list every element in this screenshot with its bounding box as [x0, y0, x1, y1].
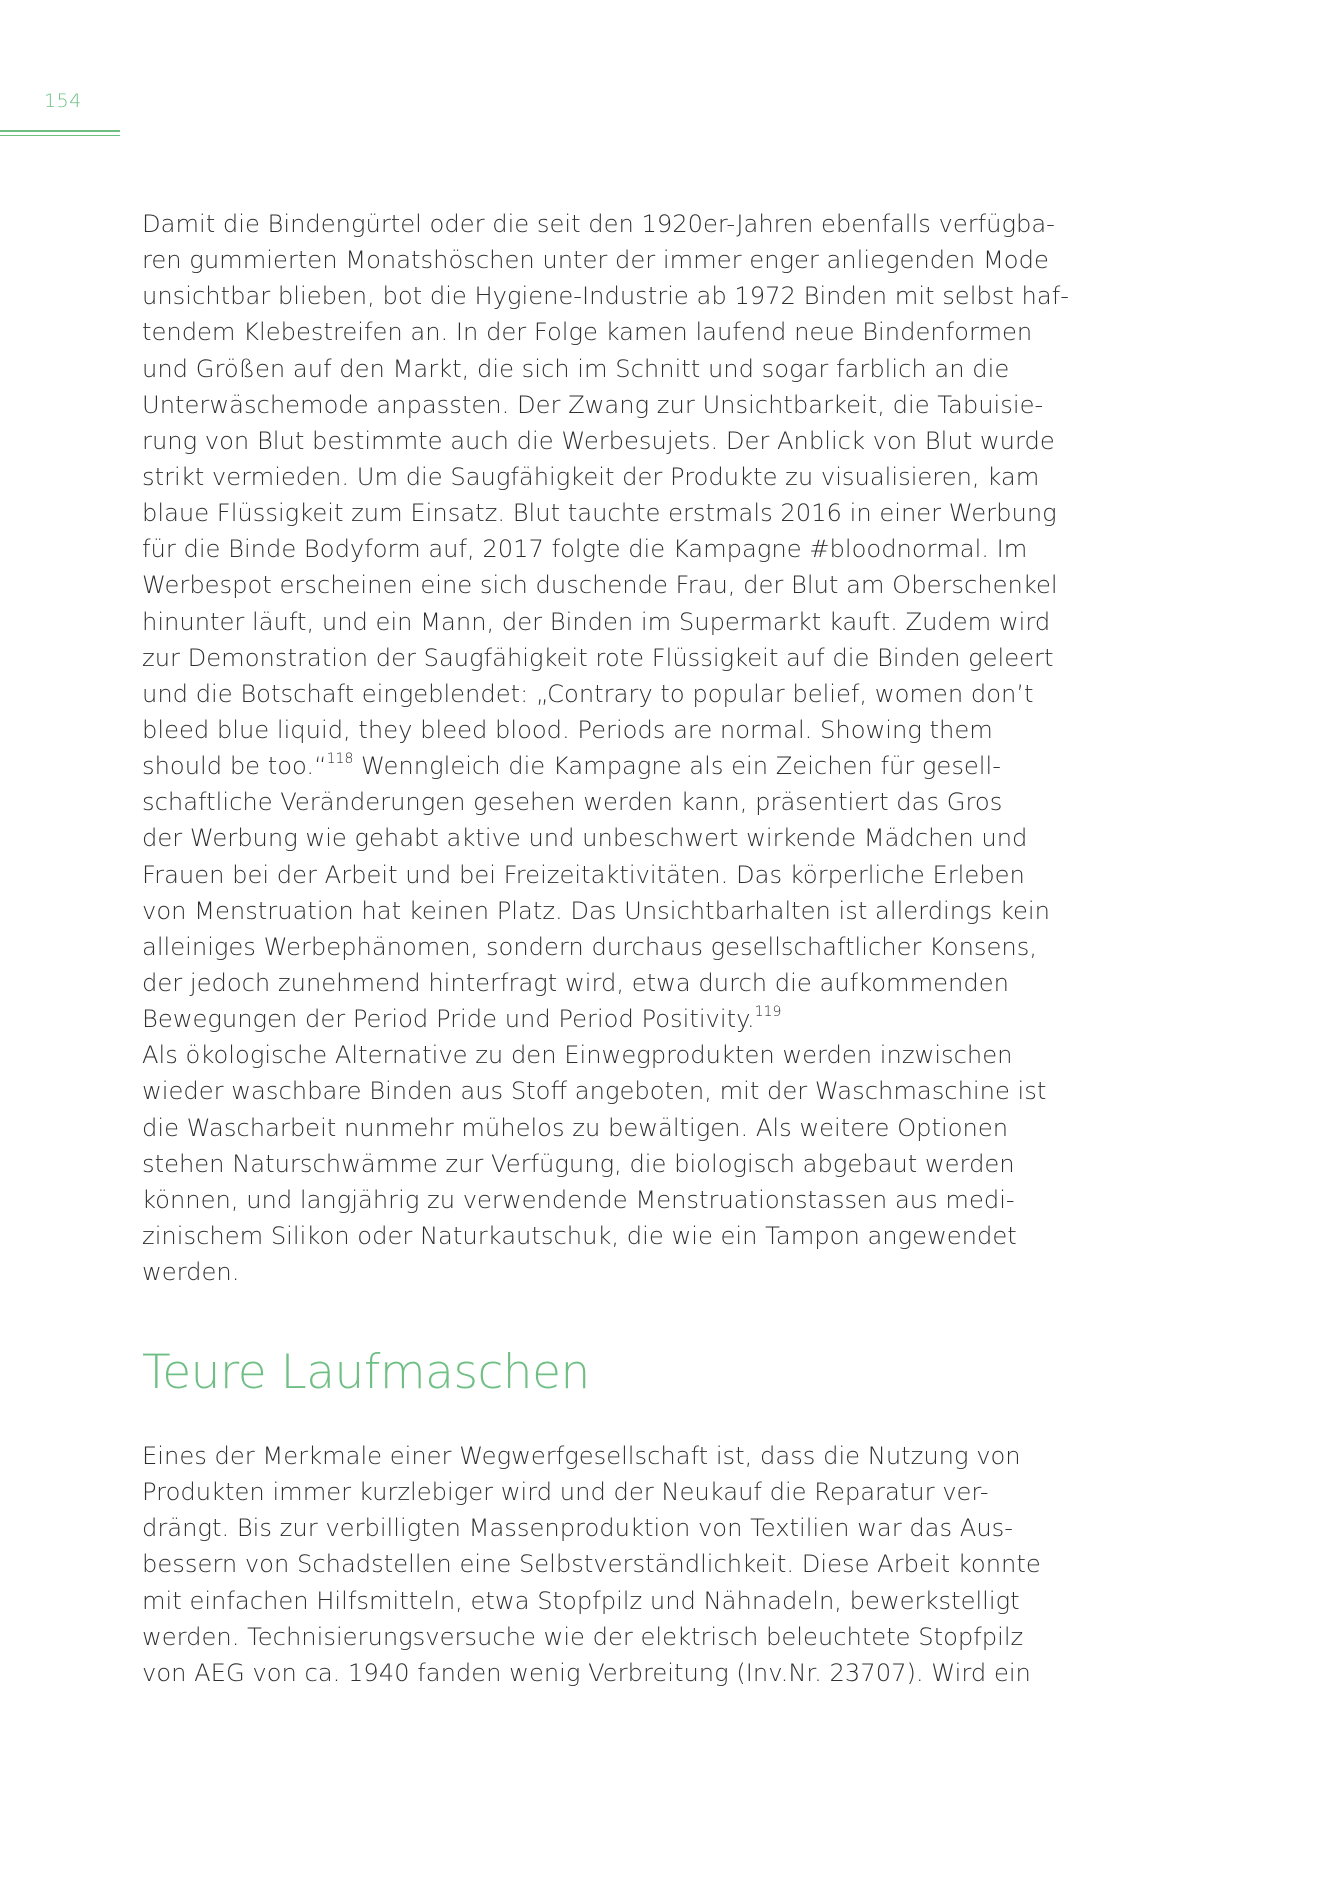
text-line: blaue Flüssigkeit zum Einsatz. Blut tauchte erstmals 2016 in einer Werbung	[142, 499, 1057, 528]
header-rule-thin	[0, 135, 120, 136]
text-line: mit einfachen Hilfsmitteln, etwa Stopfpilz und Nähnadeln, bewerkstelligt	[142, 1586, 1020, 1615]
body-text-section-1	[142, 206, 1069, 1290]
text-line: der Werbung wie gehabt aktive und unbeschwert wirkende Mädchen und	[142, 824, 1028, 853]
text-line: und Größen auf den Markt, die sich im Schnitt und sogar farblich an die	[142, 354, 1010, 383]
text-line: stehen Naturschwämme zur Verfügung, die biologisch abgebaut werden	[142, 1149, 1015, 1178]
text-segment: Bewegungen der Period Pride und Period Positivity.	[142, 1005, 755, 1034]
footnote-ref-118[interactable]: 118	[326, 751, 354, 768]
text-segment: Wenngleich die Kampagne als ein Zeichen für gesell-	[353, 752, 1001, 781]
text-line: Damit die Bindengürtel oder die seit den 1920er-Jahren ebenfalls verfügba-	[142, 210, 1055, 238]
text-line-with-footnote	[142, 1001, 1042, 1037]
text-line: von AEG von ca. 1940 fanden wenig Verbreitung (Inv.Nr. 23707). Wird ein	[142, 1658, 1031, 1687]
text-line: rung von Blut bestimmte auch die Werbesujets. Der Anblick von Blut wurde	[142, 426, 1055, 455]
text-line: tendem Klebestreifen an. In der Folge kamen laufend neue Bindenformen	[142, 318, 1033, 347]
text-line: werden. Technisierungsversuche wie der elektrisch beleuchtete Stopfpilz	[142, 1622, 1024, 1651]
text-line: werden.	[142, 1258, 240, 1287]
text-line-with-footnote	[142, 748, 1042, 784]
text-line: zur Demonstration der Saugfähigkeit rote Flüssigkeit auf die Binden geleert	[142, 643, 1054, 672]
text-segment: should be too.“	[142, 752, 327, 781]
footnote-ref-119[interactable]: 119	[754, 1004, 782, 1021]
text-line: schaftliche Veränderungen gesehen werden kann, präsentiert das Gros	[142, 788, 1003, 817]
text-line: können, und langjährig zu verwendende Menstruationstassen aus medi-	[142, 1185, 1015, 1214]
text-line: hinunter läuft, und ein Mann, der Binden im Supermarkt kauft. Zudem wird	[142, 607, 1051, 636]
text-line: strikt vermieden. Um die Saugfähigkeit der Produkte zu visualisieren, kam	[142, 462, 1040, 491]
text-line: die Wascharbeit nunmehr mühelos zu bewältigen. Als weitere Optionen	[142, 1113, 1009, 1142]
page-number: 154	[44, 90, 82, 112]
text-line: bleed blue liquid, they bleed blood. Periods are normal. Showing them	[142, 715, 993, 744]
text-line: Produkten immer kurzlebiger wird und der Neukauf die Reparatur ver-	[142, 1478, 989, 1507]
text-line: zinischem Silikon oder Naturkautschuk, die wie ein Tampon angewendet	[142, 1221, 1017, 1250]
body-text-section-2	[142, 1438, 1042, 1691]
text-line: bessern von Schadstellen eine Selbstverständlichkeit. Diese Arbeit konnte	[142, 1550, 1041, 1579]
text-line: Als ökologische Alternative zu den Einwegprodukten werden inzwischen	[142, 1041, 1013, 1070]
text-line: der jedoch zunehmend hinterfragt wird, etwa durch die aufkommenden	[142, 968, 1009, 997]
header-rule	[0, 130, 120, 132]
text-line: Werbespot erscheinen eine sich duschende Frau, der Blut am Oberschenkel	[142, 571, 1058, 600]
text-line: und die Botschaft eingeblendet: „Contrary to popular belief, women don’t	[142, 679, 1034, 708]
text-line: unsichtbar blieben, bot die Hygiene-Industrie ab 1972 Binden mit selbst haf-	[142, 282, 1069, 311]
text-line: ren gummierten Monatshöschen unter der immer enger anliegenden Mode	[142, 246, 1049, 275]
text-line: Frauen bei der Arbeit und bei Freizeitaktivitäten. Das körperliche Erleben	[142, 860, 1025, 889]
section-heading: Teure Laufmaschen	[142, 1345, 590, 1400]
text-line: wieder waschbare Binden aus Stoff angeboten, mit der Waschmaschine ist	[142, 1077, 1047, 1106]
text-line: alleiniges Werbephänomen, sondern durchaus gesellschaftlicher Konsens,	[142, 932, 1038, 961]
text-line: drängt. Bis zur verbilligten Massenproduktion von Textilien war das Aus-	[142, 1514, 1013, 1543]
text-line: Eines der Merkmale einer Wegwerfgesellschaft ist, dass die Nutzung von	[142, 1442, 1021, 1470]
text-line: von Menstruation hat keinen Platz. Das Unsichtbarhalten ist allerdings kein	[142, 896, 1050, 925]
text-line: Unterwäschemode anpassten. Der Zwang zur Unsichtbarkeit, die Tabuisie-	[142, 390, 1044, 419]
text-line: für die Binde Bodyform auf, 2017 folgte die Kampagne #bloodnormal. Im	[142, 535, 1028, 564]
